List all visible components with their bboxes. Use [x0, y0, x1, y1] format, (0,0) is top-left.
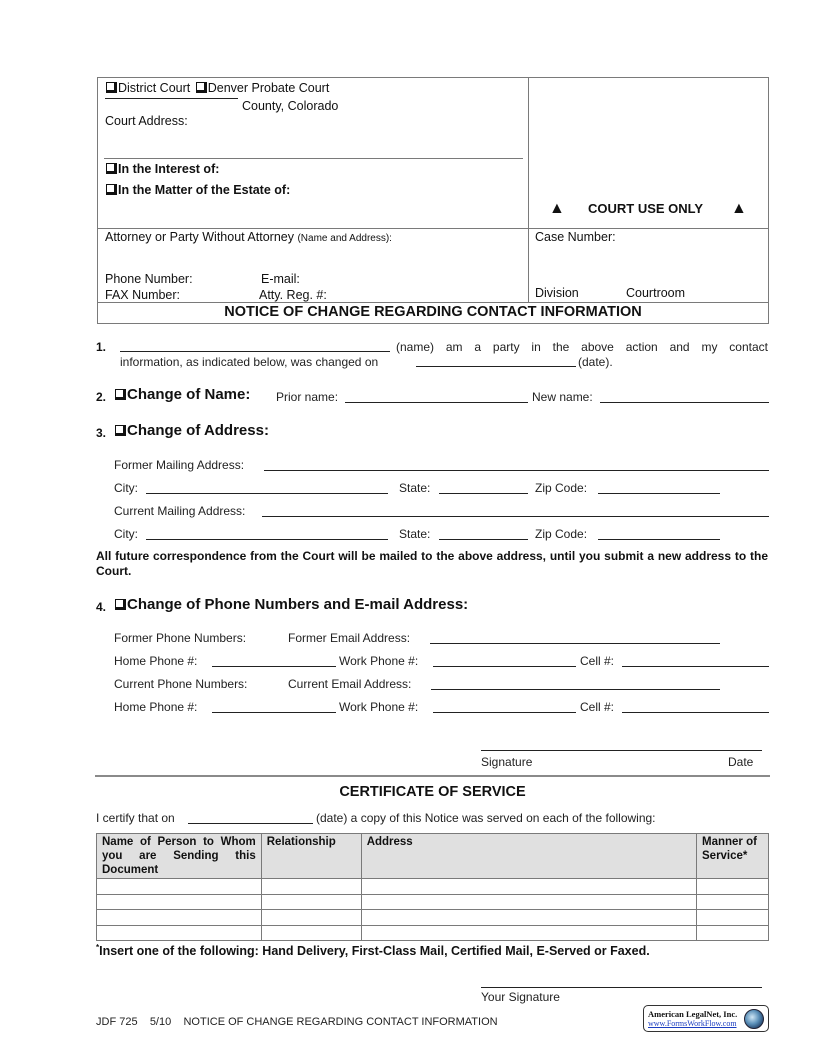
footnote-mark: * [96, 943, 100, 952]
column-header-manner: Manner of Service* [697, 834, 769, 879]
service-table-header [97, 834, 769, 879]
change-of-phone-title: Change of Phone Numbers and E-mail Address: [127, 596, 469, 613]
logo-company-name: American LegalNet, Inc. [648, 1009, 738, 1019]
district-court-label: District Court [118, 81, 191, 95]
former-cell-field[interactable] [622, 666, 769, 667]
form-id: JDF 725 [96, 1016, 138, 1028]
cell-relationship[interactable] [261, 894, 361, 910]
section-2-number: 2. [96, 390, 107, 404]
section-divider [95, 775, 770, 777]
current-city-label: City: [114, 527, 138, 541]
current-cell-field[interactable] [622, 712, 769, 713]
former-state-label: State: [399, 481, 431, 495]
cell-manner[interactable] [697, 925, 769, 941]
section-3-number: 3. [96, 426, 107, 440]
section-1-text-a: (name) am a party in the above action and my contact [396, 340, 768, 354]
cell-address[interactable] [361, 879, 696, 895]
section-1-text-c: (date). [578, 355, 613, 369]
cell-address[interactable] [361, 910, 696, 926]
address-notice: All future correspondence from the Court will be mailed to the above address, until you submit a new address to the Court. [96, 549, 768, 578]
estate-of-label: In the Matter of the Estate of: [118, 183, 291, 197]
form-revision: 5/10 [149, 1016, 172, 1028]
signature-field[interactable] [481, 750, 762, 751]
party-name-field[interactable] [120, 351, 390, 352]
cell-name[interactable] [97, 879, 262, 895]
certificate-intro-b: (date) a copy of this Notice was served on each of the following: [316, 811, 656, 825]
date-label: Date [728, 755, 754, 769]
cell-relationship[interactable] [261, 925, 361, 941]
triangle-up-icon: ▲ [731, 200, 747, 217]
checkbox-change-of-phone[interactable] [115, 599, 126, 610]
former-email-label: Former Email Address: [288, 631, 411, 645]
cell-address[interactable] [361, 925, 696, 941]
new-name-label: New name: [532, 390, 593, 404]
current-city-field[interactable] [146, 539, 388, 540]
checkbox-change-of-name[interactable] [115, 389, 126, 400]
footnote [96, 943, 650, 958]
change-of-name-row [115, 386, 250, 403]
current-email-label: Current Email Address: [288, 677, 412, 691]
former-cell-label: Cell #: [580, 654, 615, 668]
current-work-phone-label: Work Phone #: [339, 700, 419, 714]
column-header-relationship: Relationship [261, 834, 361, 879]
your-signature-field[interactable] [481, 987, 762, 988]
current-state-field[interactable] [439, 539, 528, 540]
attorney-label-row [105, 230, 392, 244]
former-city-field[interactable] [146, 493, 388, 494]
current-zip-field[interactable] [598, 539, 720, 540]
former-state-field[interactable] [439, 493, 528, 494]
section-1-number: 1. [96, 340, 107, 354]
caption-divider-title [97, 302, 769, 303]
prior-name-field[interactable] [345, 402, 528, 403]
courtroom-label: Courtroom [626, 286, 686, 300]
prior-name-label: Prior name: [276, 390, 339, 404]
current-zip-label: Zip Code: [535, 527, 588, 541]
current-phone-label: Current Phone Numbers: [114, 677, 248, 691]
certificate-intro-a: I certify that on [96, 811, 175, 825]
interest-of-row [106, 162, 219, 176]
former-zip-field[interactable] [598, 493, 720, 494]
logo-website-link[interactable]: www.FormsWorkFlow.com [648, 1019, 737, 1028]
checkbox-district-court[interactable] [106, 82, 117, 93]
cell-relationship[interactable] [261, 879, 361, 895]
signature-label: Signature [481, 755, 533, 769]
denver-probate-court-label: Denver Probate Court [207, 81, 330, 95]
caption-divider-attorney [97, 228, 769, 229]
cell-address[interactable] [361, 894, 696, 910]
change-of-address-row [115, 422, 269, 439]
table-row [97, 894, 769, 910]
new-name-field[interactable] [600, 402, 769, 403]
atty-reg-label: Atty. Reg. #: [259, 288, 327, 302]
interest-of-label: In the Interest of: [118, 162, 220, 176]
cell-manner[interactable] [697, 910, 769, 926]
table-row [97, 879, 769, 895]
former-address-label: Former Mailing Address: [114, 458, 245, 472]
checkbox-interest-of[interactable] [106, 163, 117, 174]
american-legalnet-logo[interactable] [643, 1005, 769, 1032]
cell-name[interactable] [97, 894, 262, 910]
triangle-up-icon: ▲ [549, 200, 565, 217]
former-email-field[interactable] [430, 643, 720, 644]
current-email-field[interactable] [431, 689, 720, 690]
former-phone-label: Former Phone Numbers: [114, 631, 247, 645]
current-cell-label: Cell #: [580, 700, 615, 714]
service-date-field[interactable] [188, 823, 313, 824]
footer-text [96, 1016, 498, 1028]
service-table [96, 833, 769, 941]
change-date-field[interactable] [416, 366, 576, 367]
checkbox-estate-of[interactable] [106, 184, 117, 195]
cell-relationship[interactable] [261, 910, 361, 926]
phone-number-label: Phone Number: [105, 272, 193, 286]
change-of-name-title: Change of Name: [127, 386, 251, 403]
current-work-phone-field[interactable] [433, 712, 576, 713]
cell-name[interactable] [97, 925, 262, 941]
county-label: County, Colorado [242, 99, 339, 113]
current-address-label: Current Mailing Address: [114, 504, 246, 518]
former-work-phone-label: Work Phone #: [339, 654, 419, 668]
email-label: E-mail: [261, 272, 300, 286]
former-home-phone-field[interactable] [212, 666, 336, 667]
column-header-name: Name of Person to Whom you are Sending this Document [97, 834, 262, 879]
section-1-text-b: information, as indicated below, was changed on [120, 355, 379, 369]
form-title: NOTICE OF CHANGE REGARDING CONTACT INFORMATION [224, 304, 642, 320]
checkbox-denver-probate-court[interactable] [196, 82, 207, 93]
court-address-label: Court Address: [105, 114, 188, 128]
attorney-label: Attorney or Party Without Attorney [105, 230, 294, 244]
former-home-phone-label: Home Phone #: [114, 654, 198, 668]
section-4-number: 4. [96, 600, 107, 614]
checkbox-change-of-address[interactable] [115, 425, 126, 436]
court-use-only-label: COURT USE ONLY [588, 201, 704, 216]
former-city-label: City: [114, 481, 138, 495]
estate-of-row [106, 183, 290, 197]
current-home-phone-label: Home Phone #: [114, 700, 198, 714]
column-header-address: Address [361, 834, 696, 879]
cell-manner[interactable] [697, 879, 769, 895]
change-of-phone-row [115, 596, 468, 613]
footnote-text: Insert one of the following: Hand Delivery, First-Class Mail, Certified Mail, E-Served or Faxed. [99, 944, 650, 959]
your-signature-label: Your Signature [481, 990, 560, 1004]
current-home-phone-field[interactable] [212, 712, 336, 713]
case-number-label: Case Number: [535, 230, 616, 244]
former-work-phone-field[interactable] [433, 666, 576, 667]
current-address-field[interactable] [262, 516, 769, 517]
court-type-row [106, 81, 329, 95]
cell-name[interactable] [97, 910, 262, 926]
former-zip-label: Zip Code: [535, 481, 588, 495]
division-label: Division [535, 286, 579, 300]
certificate-title: CERTIFICATE OF SERVICE [339, 784, 526, 800]
footer-form-name: NOTICE OF CHANGE REGARDING CONTACT INFORMATION [183, 1016, 498, 1028]
globe-icon [744, 1009, 764, 1029]
table-row [97, 925, 769, 941]
county-field[interactable] [105, 98, 238, 99]
former-address-field[interactable] [264, 470, 769, 471]
cell-manner[interactable] [697, 894, 769, 910]
current-state-label: State: [399, 527, 431, 541]
change-of-address-title: Change of Address: [127, 422, 269, 439]
court-address-divider [104, 158, 523, 159]
caption-divider-vertical [528, 77, 529, 302]
table-row [97, 910, 769, 926]
attorney-sublabel: (Name and Address): [297, 233, 392, 244]
fax-number-label: FAX Number: [105, 288, 181, 302]
